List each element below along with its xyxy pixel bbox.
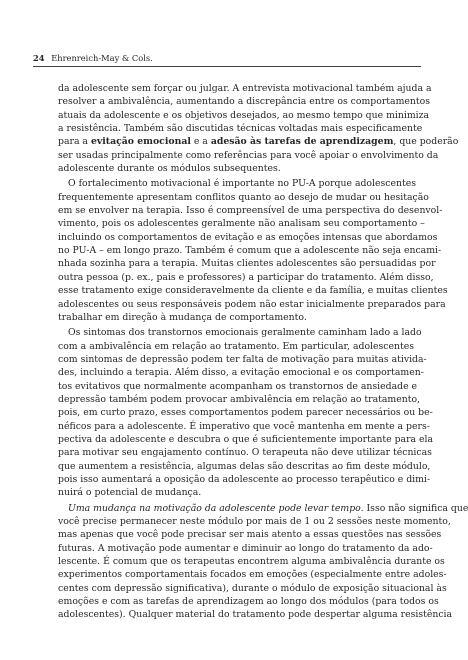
text-line: pois, em curto prazo, esses comportamentos podem parecer necessários ou be- <box>58 407 433 419</box>
header-divider <box>33 66 421 67</box>
text-line: ser usadas principalmente como referências para você apoiar o envolvimento da <box>58 149 439 161</box>
text-line: centes com depressão significativa), durante o módulo de exposição situacional às <box>58 582 447 594</box>
text-line <box>58 135 459 148</box>
text-line: O fortalecimento motivacional é importante no PU-A porque adolescentes <box>68 178 416 190</box>
text-line: atuais da adolescente e os objetivos desejados, ao mesmo tempo que minimiza <box>58 109 430 121</box>
running-title: Ehrenreich-May & Cols. <box>51 53 153 63</box>
text-line: Os sintomas dos transtornos emocionais geralmente caminham lado a lado <box>68 327 422 339</box>
text-line: lescente. É comum que os terapeutas encontrem alguma ambivalência durante os <box>58 556 445 568</box>
text-line: nhada sozinha para a terapia. Muitas clientes adolescentes são persuadidas por <box>58 258 436 270</box>
text-line: outra pessoa (p. ex., pais e professores) a participar do tratamento. Além disso, <box>58 271 434 283</box>
running-header <box>33 53 421 63</box>
text-run: e a <box>190 136 211 148</box>
paragraph-1 <box>58 82 459 175</box>
text-line: néficos para a adolescente. É imperativo que você mantenha em mente a pers- <box>58 420 430 432</box>
text-line: incluindo os comportamentos de evitação e as emoções intensas que abordamos <box>58 231 438 243</box>
text-line: adolescentes). Qualquer material do tratamento pode despertar alguma resistência <box>58 609 453 621</box>
page-number: 24 <box>33 53 45 63</box>
text-line: frequentemente apresentam conflitos quanto ao desejo de mudar ou hesitação <box>58 191 429 203</box>
text-line: com sintomas de depressão podem ter falta de motivação para muitas ativida- <box>58 353 427 365</box>
text-run: Isso não significa que <box>363 502 468 514</box>
paragraph-4 <box>58 502 468 622</box>
text-line: trabalhar em direção à mudança de comportamento. <box>58 311 307 323</box>
bold-term-learning-tasks-adherence: adesão às tarefas de aprendizagem <box>210 136 394 148</box>
text-line <box>58 502 468 515</box>
text-line: emoções e com as tarefas de aprendizagem ao longo dos módulos (para todos os <box>58 596 439 608</box>
text-line: nuirá o potencial de mudança. <box>58 487 202 499</box>
text-line: tos evitativos que normalmente acompanham os transtornos de ansiedade e <box>58 380 418 392</box>
paragraph-3 <box>58 326 434 499</box>
text-line: pois isso aumentará a oposição da adolescente ao processo terapêutico e dimi- <box>58 473 431 485</box>
text-line: resolver a ambivalência, aumentando a discrepância entre os comportamentos <box>58 96 430 108</box>
text-line: esse tratamento exige consideravelmente da cliente e da família, e muitas clientes <box>58 285 448 297</box>
text-line: experimentos comportamentais focados em emoções (especialmente entre adoles- <box>58 569 447 581</box>
body-text <box>58 82 468 622</box>
text-line: futuras. A motivação pode aumentar e diminuir ao longo do tratamento da ado- <box>58 542 433 554</box>
text-line: no PU-A – em longo prazo. Também é comum que a adolescente não seja encami- <box>58 245 442 257</box>
paragraph-2 <box>58 177 448 324</box>
text-line: vimento, pois os adolescentes geralmente não analisam seu comportamento – <box>58 218 425 230</box>
text-line: que aumentem a resistência, algumas delas são descritas ao fim deste módulo, <box>58 460 431 472</box>
text-line: adolescentes ou seus responsáveis podem não estar inicialmente preparados para <box>58 298 446 310</box>
text-line: a resistência. Também são discutidas técnicas voltadas mais especificamente <box>58 123 423 135</box>
text-line: des, incluindo a terapia. Além disso, a evitação emocional e os comportamen- <box>58 367 424 379</box>
text-run: para a <box>58 136 91 148</box>
text-line: com a ambivalência em relação ao tratamento. Em particular, adolescentes <box>58 340 414 352</box>
italic-lead-sentence: Uma mudança na motivação da adolescente pode levar tempo. <box>68 502 364 514</box>
text-line: você precise permanecer neste módulo por mais de 1 ou 2 sessões neste momento, <box>58 516 451 527</box>
text-line: depressão também podem provocar ambivalência em relação ao tratamento, <box>58 393 421 405</box>
text-line: pectiva da adolescente e descubra o que é suficientemente importante para ela <box>58 433 434 445</box>
text-line: em se envolver na terapia. Isso é compreensível de uma perspectiva do desenvol- <box>58 205 443 217</box>
text-run: , que poderão <box>393 136 459 148</box>
text-line: adolescente durante os módulos subsequentes. <box>58 163 281 175</box>
text-line: mas apenas que você pode precisar ser mais atento a essas questões nas sessões <box>58 529 442 541</box>
text-line: da adolescente sem forçar ou julgar. A entrevista motivacional também ajuda a <box>58 83 432 94</box>
bold-term-emotional-avoidance: evitação emocional <box>90 136 191 148</box>
text-line: para motivar seu engajamento contínuo. O terapeuta não deve utilizar técnicas <box>58 447 432 459</box>
